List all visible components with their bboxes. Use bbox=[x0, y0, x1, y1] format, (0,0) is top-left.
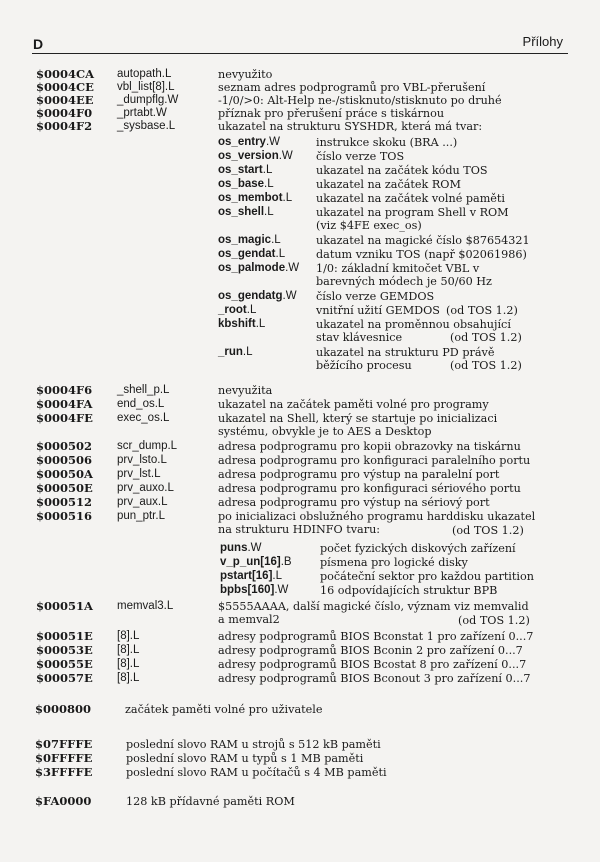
field-size-suffix: .W bbox=[285, 262, 300, 274]
struct-field: os_magic.L bbox=[218, 234, 281, 246]
field-description: instrukce skoku (BRA ...) bbox=[316, 136, 458, 149]
description: poslední slovo RAM u typů s 1 MB paměti bbox=[126, 752, 364, 765]
description: nevyužito bbox=[218, 68, 273, 81]
address: $0004CE bbox=[36, 80, 94, 94]
field-size-suffix: .L bbox=[264, 206, 274, 218]
address: $FA0000 bbox=[35, 794, 92, 808]
field-description: ukazatel na magické číslo $87654321 bbox=[316, 234, 530, 247]
address: $0FFFFE bbox=[35, 751, 93, 765]
field-size-suffix: .W bbox=[247, 542, 262, 554]
variable-name: _shell_p.L bbox=[117, 384, 170, 396]
variable-name: prv_lst.L bbox=[117, 468, 161, 480]
description: adresa podprogramu pro kopii obrazovky na tiskárnu bbox=[218, 440, 521, 453]
field-size-suffix: .L bbox=[272, 570, 282, 582]
struct-field: os_shell.L bbox=[218, 206, 274, 218]
variable-name: pun_ptr.L bbox=[117, 510, 165, 522]
address: $3FFFFE bbox=[35, 765, 93, 779]
address: $0004FA bbox=[36, 397, 93, 411]
description: nevyužita bbox=[218, 384, 273, 397]
field-description: vnitřní užití GEMDOS bbox=[316, 304, 440, 317]
address: $0004CA bbox=[36, 67, 95, 81]
tos-version-note: (od TOS 1.2) bbox=[452, 524, 524, 537]
field-description: číslo verze TOS bbox=[316, 150, 405, 163]
address: $0004FE bbox=[36, 411, 93, 425]
description: adresa podprogramu pro výstup na paralelní port bbox=[218, 468, 500, 481]
variable-name: vbl_list[8].L bbox=[117, 81, 175, 93]
field-description: ukazatel na začátek kódu TOS bbox=[316, 164, 488, 177]
variable-name: _prtabt.W bbox=[117, 107, 167, 119]
field-description: datum vzniku TOS (např $02061986) bbox=[316, 248, 527, 261]
address: $0004F2 bbox=[36, 119, 93, 133]
description: na strukturu HDINFO tvaru: bbox=[218, 522, 381, 536]
tos-version-note: (od TOS 1.2) bbox=[450, 330, 522, 344]
field-description: stav klávesnice bbox=[316, 330, 403, 344]
field-description: počet fyzických diskových zařízení bbox=[320, 542, 516, 555]
field-description: číslo verze GEMDOS bbox=[316, 290, 435, 303]
field-size-suffix: .L bbox=[264, 178, 274, 190]
field-description: 16 odpovídajících struktur BPB bbox=[320, 584, 498, 597]
field-size-suffix: .L bbox=[246, 304, 257, 316]
variable-name: [8].L bbox=[117, 672, 140, 684]
description: -1/0/>0: Alt-Help ne-/stisknuto/stisknuto po druhé bbox=[218, 94, 502, 107]
struct-field: os_start.L bbox=[218, 164, 273, 176]
variable-name: [8].L bbox=[117, 644, 140, 656]
section-title: Přílohy bbox=[522, 34, 563, 49]
variable-name: autopath.L bbox=[117, 68, 172, 80]
field-description: ukazatel na začátek ROM bbox=[316, 178, 461, 191]
description: adresa podprogramu pro výstup na sériový port bbox=[218, 496, 490, 509]
struct-field: kbshift.L bbox=[218, 318, 266, 330]
field-size-suffix: .L bbox=[262, 164, 273, 176]
struct-field: os_entry.W bbox=[218, 136, 280, 148]
description: adresy podprogramů BIOS Bconstat 1 pro zařízení 0...7 bbox=[218, 630, 534, 643]
description: po inicializaci obslužného programu harddisku ukazatel bbox=[218, 510, 536, 523]
struct-field: puns.W bbox=[220, 542, 262, 554]
variable-name: _dumpflg.W bbox=[117, 94, 179, 106]
description: adresa podprogramu pro konfiguraci paralelního portu bbox=[218, 454, 531, 467]
field-size-suffix: .L bbox=[271, 234, 281, 246]
address: $00057E bbox=[36, 671, 93, 685]
struct-field: os_version.W bbox=[218, 150, 293, 162]
struct-field: _run.L bbox=[218, 346, 253, 358]
field-description: ukazatel na proměnnou obsahující bbox=[316, 318, 511, 331]
description: a memval2 bbox=[218, 612, 280, 626]
address: $00051E bbox=[36, 629, 93, 643]
field-description: (viz $4FE exec_os) bbox=[316, 218, 422, 232]
address: $000512 bbox=[36, 495, 93, 509]
field-size-suffix: .W bbox=[278, 150, 293, 162]
field-size-suffix: .L bbox=[255, 318, 266, 330]
variable-name: [8].L bbox=[117, 658, 140, 670]
tos-version-note: (od TOS 1.2) bbox=[446, 304, 518, 317]
variable-name: _sysbase.L bbox=[117, 120, 176, 132]
address: $0004F0 bbox=[36, 106, 93, 120]
description: adresa podprogramu pro konfiguraci sériového portu bbox=[218, 482, 521, 495]
address: $00050A bbox=[36, 467, 93, 481]
address: $000502 bbox=[36, 439, 93, 453]
header-rule bbox=[32, 53, 568, 54]
address: $000800 bbox=[35, 702, 92, 716]
field-description: ukazatel na program Shell v ROM bbox=[316, 206, 509, 219]
address: $00055E bbox=[36, 657, 93, 671]
variable-name: prv_auxo.L bbox=[117, 482, 174, 494]
address: $000506 bbox=[36, 453, 93, 467]
description: začátek paměti volné pro uživatele bbox=[125, 703, 323, 716]
struct-field: bpbs[160].W bbox=[220, 584, 289, 596]
struct-field: os_palmode.W bbox=[218, 262, 300, 274]
field-size-suffix: .B bbox=[280, 556, 292, 568]
struct-field: os_gendatg.W bbox=[218, 290, 297, 302]
field-size-suffix: .L bbox=[282, 192, 293, 204]
variable-name: end_os.L bbox=[117, 398, 165, 410]
description: poslední slovo RAM u počítačů s 4 MB paměti bbox=[126, 766, 387, 779]
address: $00051A bbox=[36, 599, 93, 613]
struct-field: os_gendat.L bbox=[218, 248, 286, 260]
address: $00053E bbox=[36, 643, 93, 657]
address: $000516 bbox=[36, 509, 93, 523]
variable-name: scr_dump.L bbox=[117, 440, 178, 452]
variable-name: [8].L bbox=[117, 630, 140, 642]
address: $00050E bbox=[36, 481, 93, 495]
field-size-suffix: .W bbox=[282, 290, 297, 302]
variable-name: prv_lsto.L bbox=[117, 454, 167, 466]
appendix-letter: D bbox=[33, 36, 44, 52]
field-description: běžícího procesu bbox=[316, 358, 412, 372]
description: adresy podprogramů BIOS Bconout 3 pro zařízení 0...7 bbox=[218, 672, 531, 685]
address: $07FFFE bbox=[35, 737, 93, 751]
variable-name: memval3.L bbox=[117, 600, 174, 612]
description: seznam adres podprogramů pro VBL-přerušení bbox=[218, 81, 486, 94]
description: příznak pro přerušení práce s tiskárnou bbox=[218, 107, 445, 120]
field-size-suffix: .W bbox=[274, 584, 289, 596]
description: poslední slovo RAM u strojů s 512 kB paměti bbox=[126, 738, 381, 751]
tos-version-note: (od TOS 1.2) bbox=[450, 358, 522, 372]
field-size-suffix: .L bbox=[242, 346, 253, 358]
description: systému, obvykle je to AES a Desktop bbox=[218, 424, 432, 438]
field-description: barevných módech je 50/60 Hz bbox=[316, 274, 492, 288]
description: ukazatel na strukturu SYSHDR, která má tvar: bbox=[218, 120, 483, 133]
description: ukazatel na Shell, který se startuje po inicializaci bbox=[218, 412, 498, 425]
description: 128 kB přídavné paměti ROM bbox=[126, 795, 295, 808]
address: $0004EE bbox=[36, 93, 94, 107]
struct-field: v_p_un[16].B bbox=[220, 556, 292, 568]
struct-field: pstart[16].L bbox=[220, 570, 282, 582]
description: adresy podprogramů BIOS Bcostat 8 pro zařízení 0...7 bbox=[218, 658, 527, 671]
description: adresy podprogramů BIOS Bconin 2 pro zařízení 0...7 bbox=[218, 644, 523, 657]
field-description: ukazatel na strukturu PD právě bbox=[316, 346, 495, 359]
variable-name: prv_aux.L bbox=[117, 496, 168, 508]
field-description: ukazatel na začátek volné paměti bbox=[316, 192, 506, 205]
field-description: 1/0: základní kmitočet VBL v bbox=[316, 262, 480, 275]
struct-field: _root.L bbox=[218, 304, 257, 316]
variable-name: exec_os.L bbox=[117, 412, 170, 424]
field-size-suffix: .W bbox=[265, 136, 280, 148]
struct-field: os_base.L bbox=[218, 178, 274, 190]
struct-field: os_membot.L bbox=[218, 192, 293, 204]
tos-version-note: (od TOS 1.2) bbox=[458, 614, 530, 627]
field-description: počáteční sektor pro každou partition bbox=[320, 570, 534, 583]
field-description: písmena pro logické disky bbox=[320, 556, 468, 569]
description: ukazatel na začátek paměti volné pro programy bbox=[218, 398, 489, 411]
address: $0004F6 bbox=[36, 383, 93, 397]
description: $5555AAAA, další magické číslo, význam viz memvalid bbox=[218, 600, 529, 613]
field-size-suffix: .L bbox=[275, 248, 286, 260]
